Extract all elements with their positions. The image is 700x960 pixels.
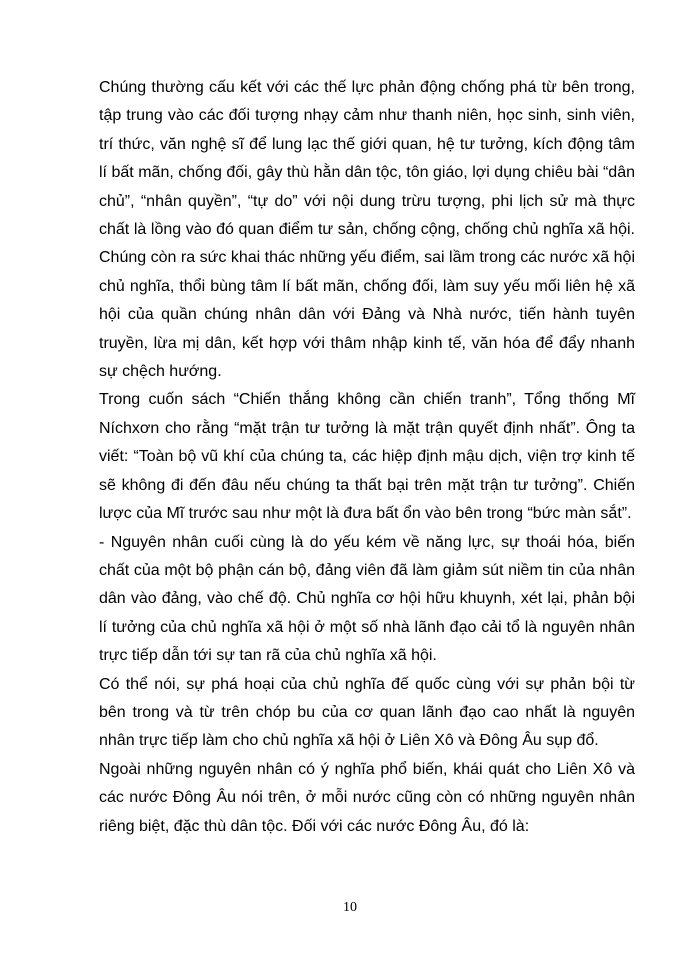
paragraph-4: Có thể nói, sự phá hoại của chủ nghĩa đế quốc cùng với sự phản bội từ bên trong và từ trên chóp bu của cơ quan lãnh đạo cao nhất là nguyên nhân trực tiếp làm cho chủ nghĩa xã hội ở Liên Xô và Đông Âu sụp đổ. [99,675,635,750]
page-number: 10 [343,900,357,915]
paragraph-3: - Nguyên nhân cuối cùng là do yếu kém về năng lực, sự thoái hóa, biến chất của một bộ phận cán bộ, đảng viên đã làm giảm sút niềm tin của nhân dân vào đảng, vào chế độ. Chủ nghĩa cơ hội hữu khuynh, xét lại, phản bội lí tưởng của chủ nghĩa xã hội ở một số nhà lãnh đạo cải tổ là nguyên nhân trực tiếp dẫn tới sự tan rã của chủ nghĩa xã hội. [99,533,635,665]
body-text [99,74,635,841]
paragraph-5: Ngoài những nguyên nhân có ý nghĩa phổ biến, khái quát cho Liên Xô và các nước Đông Âu nói trên, ở mỗi nước cũng còn có những nguyên nhân riêng biệt, đặc thù dân tộc. Đối với các nước Đông Âu, đó là: [99,760,635,835]
paragraph-1: Chúng thường cấu kết với các thế lực phản động chống phá từ bên trong, tập trung vào các đối tượng nhạy cảm như thanh niên, học sinh, sinh viên, trí thức, văn nghệ sĩ để lung lạc thế giới quan, hệ tư tưởng, kích động tâm lí bất mãn, chống đối, gây thù hằn dân tộc, tôn giáo, lợi dụng chiêu bài “dân chủ”, “nhân quyền”, “tự do” với nội dung trừu tượng, phi lịch sử mà thực chất là lồng vào đó quan điểm tư sản, chống cộng, chống chủ nghĩa xã hội. Chúng còn ra sức khai thác những yếu điểm, sai lầm trong các nước xã hội chủ nghĩa, thổi bùng tâm lí bất mãn, chống đối, làm suy yếu mối liên hệ xã hội của quần chúng nhân dân với Đảng và Nhà nước, tiến hành tuyên truyền, lừa mị dân, kết hợp với thâm nhập kinh tế, văn hóa để đẩy nhanh sự chệch hướng. [99,79,635,381]
paragraph-2: Trong cuốn sách “Chiến thắng không cần chiến tranh”, Tổng thống Mĩ Níchxơn cho rằng “mặt trận tư tưởng là mặt trận quyết định nhất”. Ông ta viết: “Toàn bộ vũ khí của chúng ta, các hiệp định mậu dịch, viện trợ kinh tế sẽ không đi đến đâu nếu chúng ta thất bại trên mặt trận tư tưởng”. Chiến lược của Mĩ trước sau như một là đưa bất ổn vào bên trong “bức màn sắt”. [99,391,635,523]
